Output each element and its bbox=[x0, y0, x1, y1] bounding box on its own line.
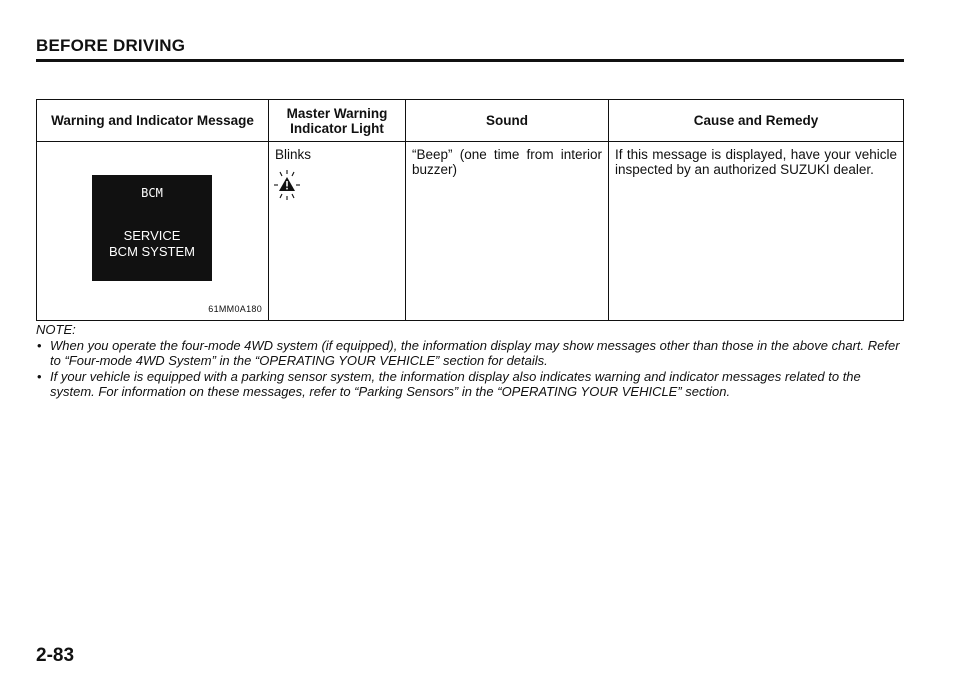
page-number: 2-83 bbox=[36, 645, 75, 666]
figure-id: 61MM0A180 bbox=[208, 304, 262, 314]
warning-message-table bbox=[36, 99, 904, 321]
display-line-bcm-system: BCM SYSTEM bbox=[109, 244, 195, 259]
section-title: BEFORE DRIVING bbox=[36, 36, 186, 55]
header-master-warning-light: Master Warning Indicator Light bbox=[269, 100, 406, 142]
note-block bbox=[36, 322, 904, 400]
table-row bbox=[37, 142, 904, 321]
note-list bbox=[36, 338, 904, 400]
note-item: • When you operate the four-mode 4WD system (if equipped), the information display may show messages other than those in the above chart. Refer to “Four-mode 4WD System” in the “OPERATING YOUR VEHICLE” section for details. bbox=[36, 338, 904, 369]
table-header-row bbox=[37, 100, 904, 142]
display-line-bcm: BCM bbox=[141, 186, 163, 200]
display-line-service: SERVICE bbox=[123, 228, 181, 243]
blinking-warning-triangle-icon bbox=[267, 168, 307, 202]
title-divider bbox=[36, 59, 904, 62]
header-sound: Sound bbox=[406, 100, 609, 142]
message-cell bbox=[37, 142, 269, 321]
sound-cell: “Beep” (one time from interior buzzer) bbox=[406, 142, 609, 321]
header-warning-message: Warning and Indicator Message bbox=[37, 100, 269, 142]
master-warning-cell bbox=[269, 142, 406, 321]
note-label: NOTE: bbox=[36, 322, 76, 337]
cause-remedy-cell: If this message is displayed, have your vehicle inspected by an authorized SUZUKI dealer. bbox=[609, 142, 904, 321]
info-display-image bbox=[92, 175, 212, 281]
note-item: • If your vehicle is equipped with a parking sensor system, the information display also indicates warning and indicator messages related to the system. For information on these messages, refer to “Parking Sensors” in the “OPERATING YOUR VEHICLE” section. bbox=[36, 369, 904, 400]
header-cause-remedy: Cause and Remedy bbox=[609, 100, 904, 142]
master-warning-text: Blinks bbox=[275, 147, 312, 162]
